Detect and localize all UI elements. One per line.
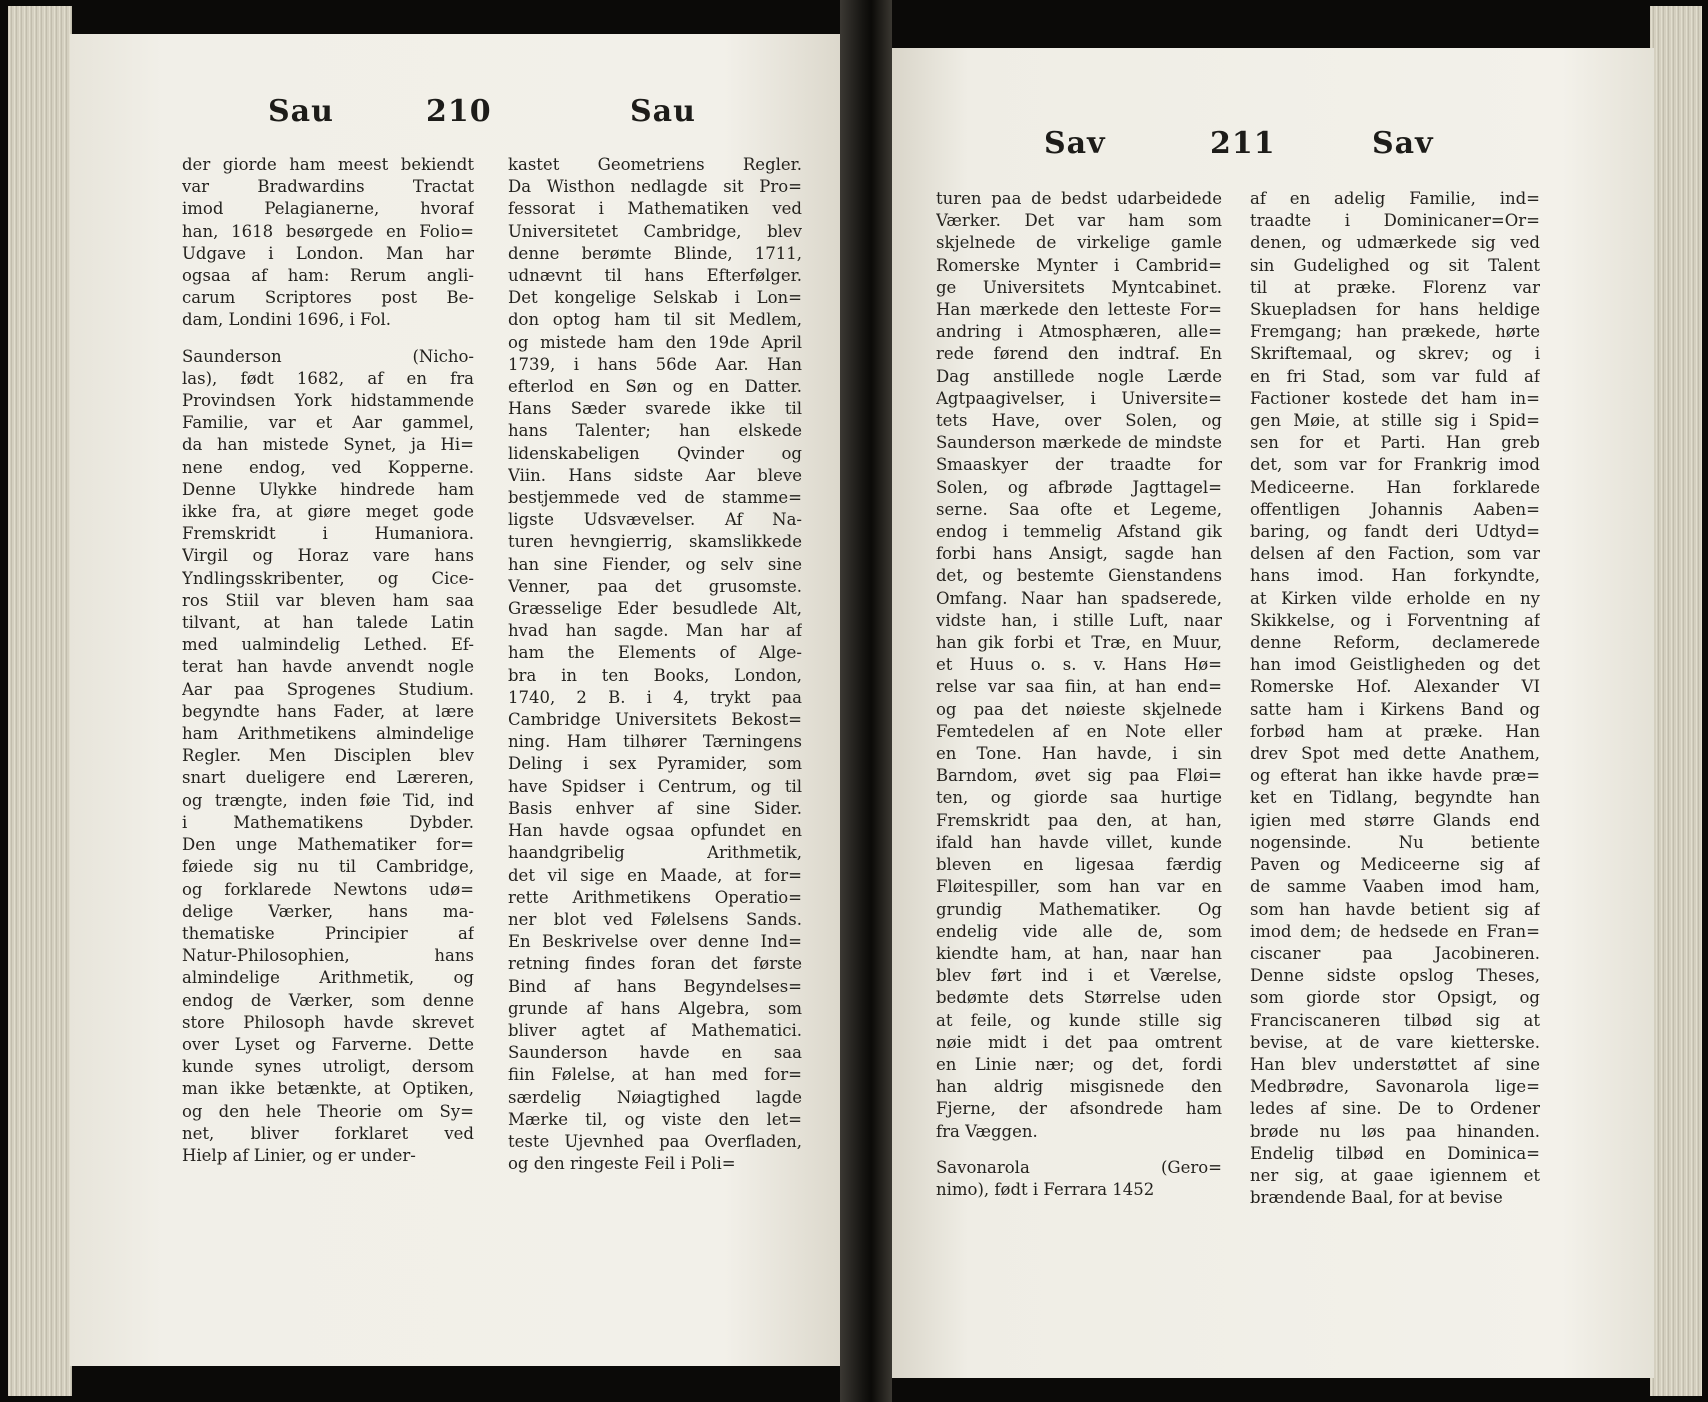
text-line: Skriftemaal, og skrev; og i <box>1250 344 1540 364</box>
text-line: en fri Stad, som var fuld af <box>1250 366 1540 386</box>
text-line: Denne sidste opslog Theses, <box>1250 966 1540 986</box>
text-line: Agtpaagivelser, i Universite= <box>936 388 1222 408</box>
text-line: og forklarede Newtons udø= <box>182 879 474 899</box>
text-line: vidste han, i stille Luft, naar <box>936 610 1222 630</box>
text-line: igien med større Glands end <box>1250 810 1540 830</box>
text-line: et Huus o. s. v. Hans Hø= <box>936 655 1222 675</box>
text-line: andring i Atmosphæren, alle= <box>936 322 1222 342</box>
text-line: Han havde ogsaa opfundet en <box>508 821 802 841</box>
text-line: ligste Udsvævelser. Af Na- <box>508 510 802 530</box>
text-line: Paven og Mediceerne sig af <box>1250 855 1540 875</box>
text-line: og den hele Theorie om Sy= <box>182 1101 474 1121</box>
text-line: Saunderson mærkede de mindste <box>936 433 1222 453</box>
text-line: Factioner kostede det ham in= <box>1250 388 1540 408</box>
book-gutter <box>840 0 892 1402</box>
text-line: Denne Ulykke hindrede ham <box>182 479 474 499</box>
left-page <box>70 34 840 1366</box>
text-line: fessorat i Mathematiken ved <box>508 199 802 219</box>
left-page-edges <box>8 6 72 1396</box>
text-line: Aar paa Sprogenes Studium. <box>182 679 474 699</box>
text-line: og trængte, inden føie Tid, ind <box>182 790 474 810</box>
text-line: denne Reform, declamerede <box>1250 633 1540 653</box>
text-line: kunde synes utroligt, dersom <box>182 1057 474 1077</box>
text-line: Hans Sæder svarede ikke til <box>508 399 802 419</box>
text-line: der giorde ham meest bekiendt <box>182 155 474 174</box>
text-line: han sine Fiender, og selv sine <box>508 554 802 574</box>
text-line: Virgil og Horaz vare hans <box>182 546 474 566</box>
text-line: Barndom, øvet sig paa Fløi= <box>936 766 1222 786</box>
text-line: ham the Elements of Alge- <box>508 643 802 663</box>
text-line: lidenskabeligen Qvinder og <box>508 443 802 463</box>
text-line: Yndlingsskribenter, og Cice- <box>182 568 474 588</box>
right-page <box>892 48 1654 1378</box>
left-page-column-1 <box>182 154 474 1167</box>
text-line: Bind af hans Begyndelses= <box>508 976 802 996</box>
text-line: i Mathematikens Dybder. <box>182 812 474 832</box>
text-line: ogsaa af ham: Rerum angli- <box>182 266 474 286</box>
paragraph-gap <box>182 332 474 346</box>
left-page-number: 210 <box>426 94 492 129</box>
right-page-column-1 <box>936 188 1222 1201</box>
text-line: kastet Geometriens Regler. <box>508 155 802 174</box>
text-line: forbi hans Ansigt, sagde han <box>936 544 1222 564</box>
text-line: thematiske Principier af <box>182 923 474 943</box>
text-line: de samme Vaaben imod ham, <box>1250 877 1540 897</box>
text-line: dam, Londini 1696, i Fol. <box>182 310 392 330</box>
text-line: ten, og giorde saa hurtige <box>936 788 1222 808</box>
text-line: Smaaskyer der traadte for <box>936 455 1222 475</box>
text-line: satte ham i Kirkens Band og <box>1250 699 1540 719</box>
text-line: haandgribelig Arithmetik, <box>508 843 802 863</box>
text-line: imod Pelagianerne, hvoraf <box>182 199 474 219</box>
text-line: Fremskridt paa den, at han, <box>936 810 1222 830</box>
text-line: Cambridge Universitets Bekost= <box>508 710 802 730</box>
text-line: rede førend den indtraf. En <box>936 344 1222 364</box>
text-line: ge Universitets Myntcabinet. <box>936 277 1222 297</box>
text-line: endog i temmelig Afstand gik <box>936 522 1222 542</box>
text-line: og paa det nøieste skjelnede <box>936 699 1222 719</box>
text-line: bestjemmede ved de stamme= <box>508 488 802 508</box>
text-line: Familie, var et Aar gammel, <box>182 413 474 433</box>
text-line: tilvant, at han talede Latin <box>182 613 474 633</box>
text-line: og mistede ham den 19de April <box>508 332 802 352</box>
text-line: til at præke. Florenz var <box>1250 277 1540 297</box>
text-line: grunde af hans Algebra, som <box>508 998 802 1018</box>
text-line: bra in ten Books, London, <box>508 665 802 685</box>
text-line: bleven en ligesaa færdig <box>936 855 1222 875</box>
text-line: han gik forbi et Træ, en Muur, <box>936 633 1222 653</box>
text-line: Mediceerne. Han forklarede <box>1250 477 1540 497</box>
text-line: en Linie nær; og det, fordi <box>936 1054 1222 1074</box>
text-line: store Philosoph havde skrevet <box>182 1012 474 1032</box>
text-line: sin Gudelighed og sit Talent <box>1250 255 1540 275</box>
text-line: nene endog, ved Kopperne. <box>182 457 474 477</box>
text-line: Omfang. Naar han spadserede, <box>936 588 1222 608</box>
text-line: traadte i Dominicaner=Or= <box>1250 211 1540 231</box>
text-line: brændende Baal, for at bevise <box>1250 1188 1503 1208</box>
text-line: ket en Tidlang, begyndte han <box>1250 788 1540 808</box>
text-line: terat han havde anvendt nogle <box>182 657 474 677</box>
text-line: Endelig tilbød en Dominica= <box>1250 1143 1540 1163</box>
text-line: nogensinde. Nu betiente <box>1250 832 1540 852</box>
text-line: En Beskrivelse over denne Ind= <box>508 932 802 952</box>
text-line: Fremgang; han prækede, hørte <box>1250 322 1540 342</box>
text-line: Da Wisthon nedlagde sit Pro= <box>508 177 802 197</box>
text-line: ciscaner paa Jacobineren. <box>1250 943 1540 963</box>
text-line: Saunderson havde en saa <box>508 1043 802 1063</box>
text-line: denen, og udmærkede sig ved <box>1250 233 1540 253</box>
text-line: Venner, paa det grusomste. <box>508 576 802 596</box>
text-line: begyndte hans Fader, at lære <box>182 701 474 721</box>
text-line: delige Værker, hans ma- <box>182 901 474 921</box>
text-line: tets Have, over Solen, og <box>936 411 1222 431</box>
text-line: det, og bestemte Gienstandens <box>936 566 1222 586</box>
text-line: don optog ham til sit Medlem, <box>508 310 802 330</box>
text-line: hans imod. Han forkyndte, <box>1250 566 1540 586</box>
text-line: imod dem; de hedsede en Fran= <box>1250 921 1540 941</box>
text-line: og efterat han ikke havde præ= <box>1250 766 1540 786</box>
paragraph-gap <box>936 1143 1222 1157</box>
text-line: med ualmindelig Lethed. Ef- <box>182 635 474 655</box>
text-line: Skikkelse, og i Forventning af <box>1250 610 1540 630</box>
text-line: ner blot ved Følelsens Sands. <box>508 909 802 929</box>
text-line: Dag anstillede nogle Lærde <box>936 366 1222 386</box>
text-line: turen hevngierrig, skamslikkede <box>508 532 802 552</box>
text-line: han, 1618 besørgede en Folio= <box>182 221 474 241</box>
text-line: bliver agtet af Mathematici. <box>508 1020 802 1040</box>
text-line: drev Spot med dette Anathem, <box>1250 744 1540 764</box>
text-line: delsen af den Faction, som var <box>1250 544 1540 564</box>
text-line: det, som var for Frankrig imod <box>1250 455 1540 475</box>
left-header-word-left: Sau <box>268 94 334 129</box>
text-line: var Bradwardins Tractat <box>182 177 474 197</box>
text-line: Det kongelige Selskab i Lon= <box>508 288 802 308</box>
text-line: ikke fra, at giøre meget gode <box>182 502 474 522</box>
text-line: Provindsen York hidstammende <box>182 391 474 411</box>
text-line: ham Arithmetikens almindelige <box>182 724 474 744</box>
text-line: da han mistede Synet, ja Hi= <box>182 435 474 455</box>
text-line: las), født 1682, af en fra <box>182 368 474 388</box>
text-line: han aldrig misgisnede den <box>936 1077 1222 1097</box>
text-line: udnævnt til hans Efterfølger. <box>508 266 802 286</box>
text-line: hans Talenter; han elskede <box>508 421 802 441</box>
text-line: Franciscaneren tilbød sig at <box>1250 1010 1540 1030</box>
text-line: Regler. Men Disciplen blev <box>182 746 474 766</box>
text-line: baring, og fandt deri Udtyd= <box>1250 522 1540 542</box>
left-page-column-2 <box>508 154 802 1175</box>
text-line: Femtedelen af en Note eller <box>936 721 1222 741</box>
text-line: at Kirken vilde erholde en ny <box>1250 588 1540 608</box>
text-line: Natur-Philosophien, hans <box>182 946 474 966</box>
text-line: serne. Saa ofte et Legeme, <box>936 499 1222 519</box>
right-page-edges <box>1650 6 1702 1396</box>
text-line: net, bliver forklaret ved <box>182 1123 474 1143</box>
text-line: endog de Værker, som denne <box>182 990 474 1010</box>
text-line: Basis enhver af sine Sider. <box>508 798 802 818</box>
text-line: Skuepladsen for hans heldige <box>1250 300 1540 320</box>
text-line: Universitetet Cambridge, blev <box>508 221 802 241</box>
text-line: Savonarola (Gero= <box>936 1157 1222 1177</box>
text-line: forbød ham at præke. Han <box>1250 721 1540 741</box>
text-line: Han blev understøttet af sine <box>1250 1054 1540 1074</box>
text-line: Den unge Mathematiker for= <box>182 835 474 855</box>
text-line: snart dueligere end Læreren, <box>182 768 474 788</box>
right-header-word-left: Sav <box>1044 126 1106 161</box>
text-line: kiendte ham, at han, naar han <box>936 943 1222 963</box>
text-line: Udgave i London. Man har <box>182 243 474 263</box>
text-line: 1740, 2 B. i 4, trykt paa <box>508 687 802 707</box>
text-line: føiede sig nu til Cambridge, <box>182 857 474 877</box>
text-line: Fjerne, der afsondrede ham <box>936 1099 1222 1119</box>
text-line: over Lyset og Farverne. Dette <box>182 1034 474 1054</box>
text-line: Mærke til, og viste den let= <box>508 1109 802 1129</box>
text-line: Solen, og afbrøde Jagttagel= <box>936 477 1222 497</box>
text-line: man ikke betænkte, at Optiken, <box>182 1079 474 1099</box>
text-line: han imod Geistligheden og det <box>1250 655 1540 675</box>
text-line: Saunderson (Nicho- <box>182 346 474 366</box>
text-line: nøie midt i det paa omtrent <box>936 1032 1222 1052</box>
text-line: Græsselige Eder besudlede Alt, <box>508 599 802 619</box>
text-line: som han havde betient sig af <box>1250 899 1540 919</box>
text-line: ledes af sine. De to Ordener <box>1250 1099 1540 1119</box>
text-line: fiin Følelse, at han med for= <box>508 1065 802 1085</box>
text-line: en Tone. Han havde, i sin <box>936 744 1222 764</box>
text-line: fra Væggen. <box>936 1121 1038 1141</box>
text-line: ros Stiil var bleven ham saa <box>182 590 474 610</box>
right-header-word-right: Sav <box>1372 126 1434 161</box>
left-header-word-right: Sau <box>630 94 696 129</box>
text-line: Viin. Hans sidste Aar bleve <box>508 465 802 485</box>
text-line: ner sig, at gaae igiennem et <box>1250 1165 1540 1185</box>
text-line: relse var saa fiin, at han end= <box>936 677 1222 697</box>
text-line: nimo), født i Ferrara 1452 <box>936 1179 1155 1199</box>
text-line: carum Scriptores post Be- <box>182 288 474 308</box>
text-line: bedømte dets Størrelse uden <box>936 988 1222 1008</box>
text-line: teste Ujevnhed paa Overfladen, <box>508 1131 802 1151</box>
text-line: Fløitespiller, som han var en <box>936 877 1222 897</box>
right-page-number: 211 <box>1210 126 1276 161</box>
text-line: Værker. Det var ham som <box>936 211 1222 231</box>
text-line: Romerske Hof. Alexander VI <box>1250 677 1540 697</box>
right-page-column-2 <box>1250 188 1540 1209</box>
text-line: grundig Mathematiker. Og <box>936 899 1222 919</box>
text-line: turen paa de bedst udarbeidede <box>936 189 1222 208</box>
text-line: brøde nu løs paa hinanden. <box>1250 1121 1540 1141</box>
text-line: at feile, og kunde stille sig <box>936 1010 1222 1030</box>
text-line: skjelnede de virkelige gamle <box>936 233 1222 253</box>
text-line: sen for et Parti. Han greb <box>1250 433 1540 453</box>
text-line: have Spidser i Centrum, og til <box>508 776 802 796</box>
text-line: efterlod en Søn og en Datter. <box>508 377 802 397</box>
text-line: denne berømte Blinde, 1711, <box>508 243 802 263</box>
text-line: gen Møie, at stille sig i Spid= <box>1250 411 1540 431</box>
text-line: det vil sige en Maade, at for= <box>508 865 802 885</box>
text-line: endelig vide alle de, som <box>936 921 1222 941</box>
text-line: hvad han sagde. Man har af <box>508 621 802 641</box>
text-line: almindelige Arithmetik, og <box>182 968 474 988</box>
text-line: som giorde stor Opsigt, og <box>1250 988 1540 1008</box>
text-line: Deling i sex Pyramider, som <box>508 754 802 774</box>
text-line: bevise, at de vare kietterske. <box>1250 1032 1540 1052</box>
text-line: retning findes foran det første <box>508 954 802 974</box>
text-line: og den ringeste Feil i Poli= <box>508 1154 736 1174</box>
text-line: Medbrødre, Savonarola lige= <box>1250 1077 1540 1097</box>
text-line: Romerske Mynter i Cambrid= <box>936 255 1222 275</box>
text-line: offentligen Johannis Aaben= <box>1250 499 1540 519</box>
text-line: Fremskridt i Humaniora. <box>182 524 474 544</box>
text-line: Han mærkede den letteste For= <box>936 300 1222 320</box>
text-line: ifald han havde villet, kunde <box>936 832 1222 852</box>
text-line: blev ført ind i et Værelse, <box>936 966 1222 986</box>
text-line: rette Arithmetikens Operatio= <box>508 887 802 907</box>
text-line: 1739, i hans 56de Aar. Han <box>508 354 802 374</box>
text-line: Hielp af Linier, og er under- <box>182 1145 416 1165</box>
text-line: særdelig Nøiagtighed lagde <box>508 1087 802 1107</box>
text-line: af en adelig Familie, ind= <box>1250 189 1540 208</box>
text-line: ning. Ham tilhører Tærningens <box>508 732 802 752</box>
